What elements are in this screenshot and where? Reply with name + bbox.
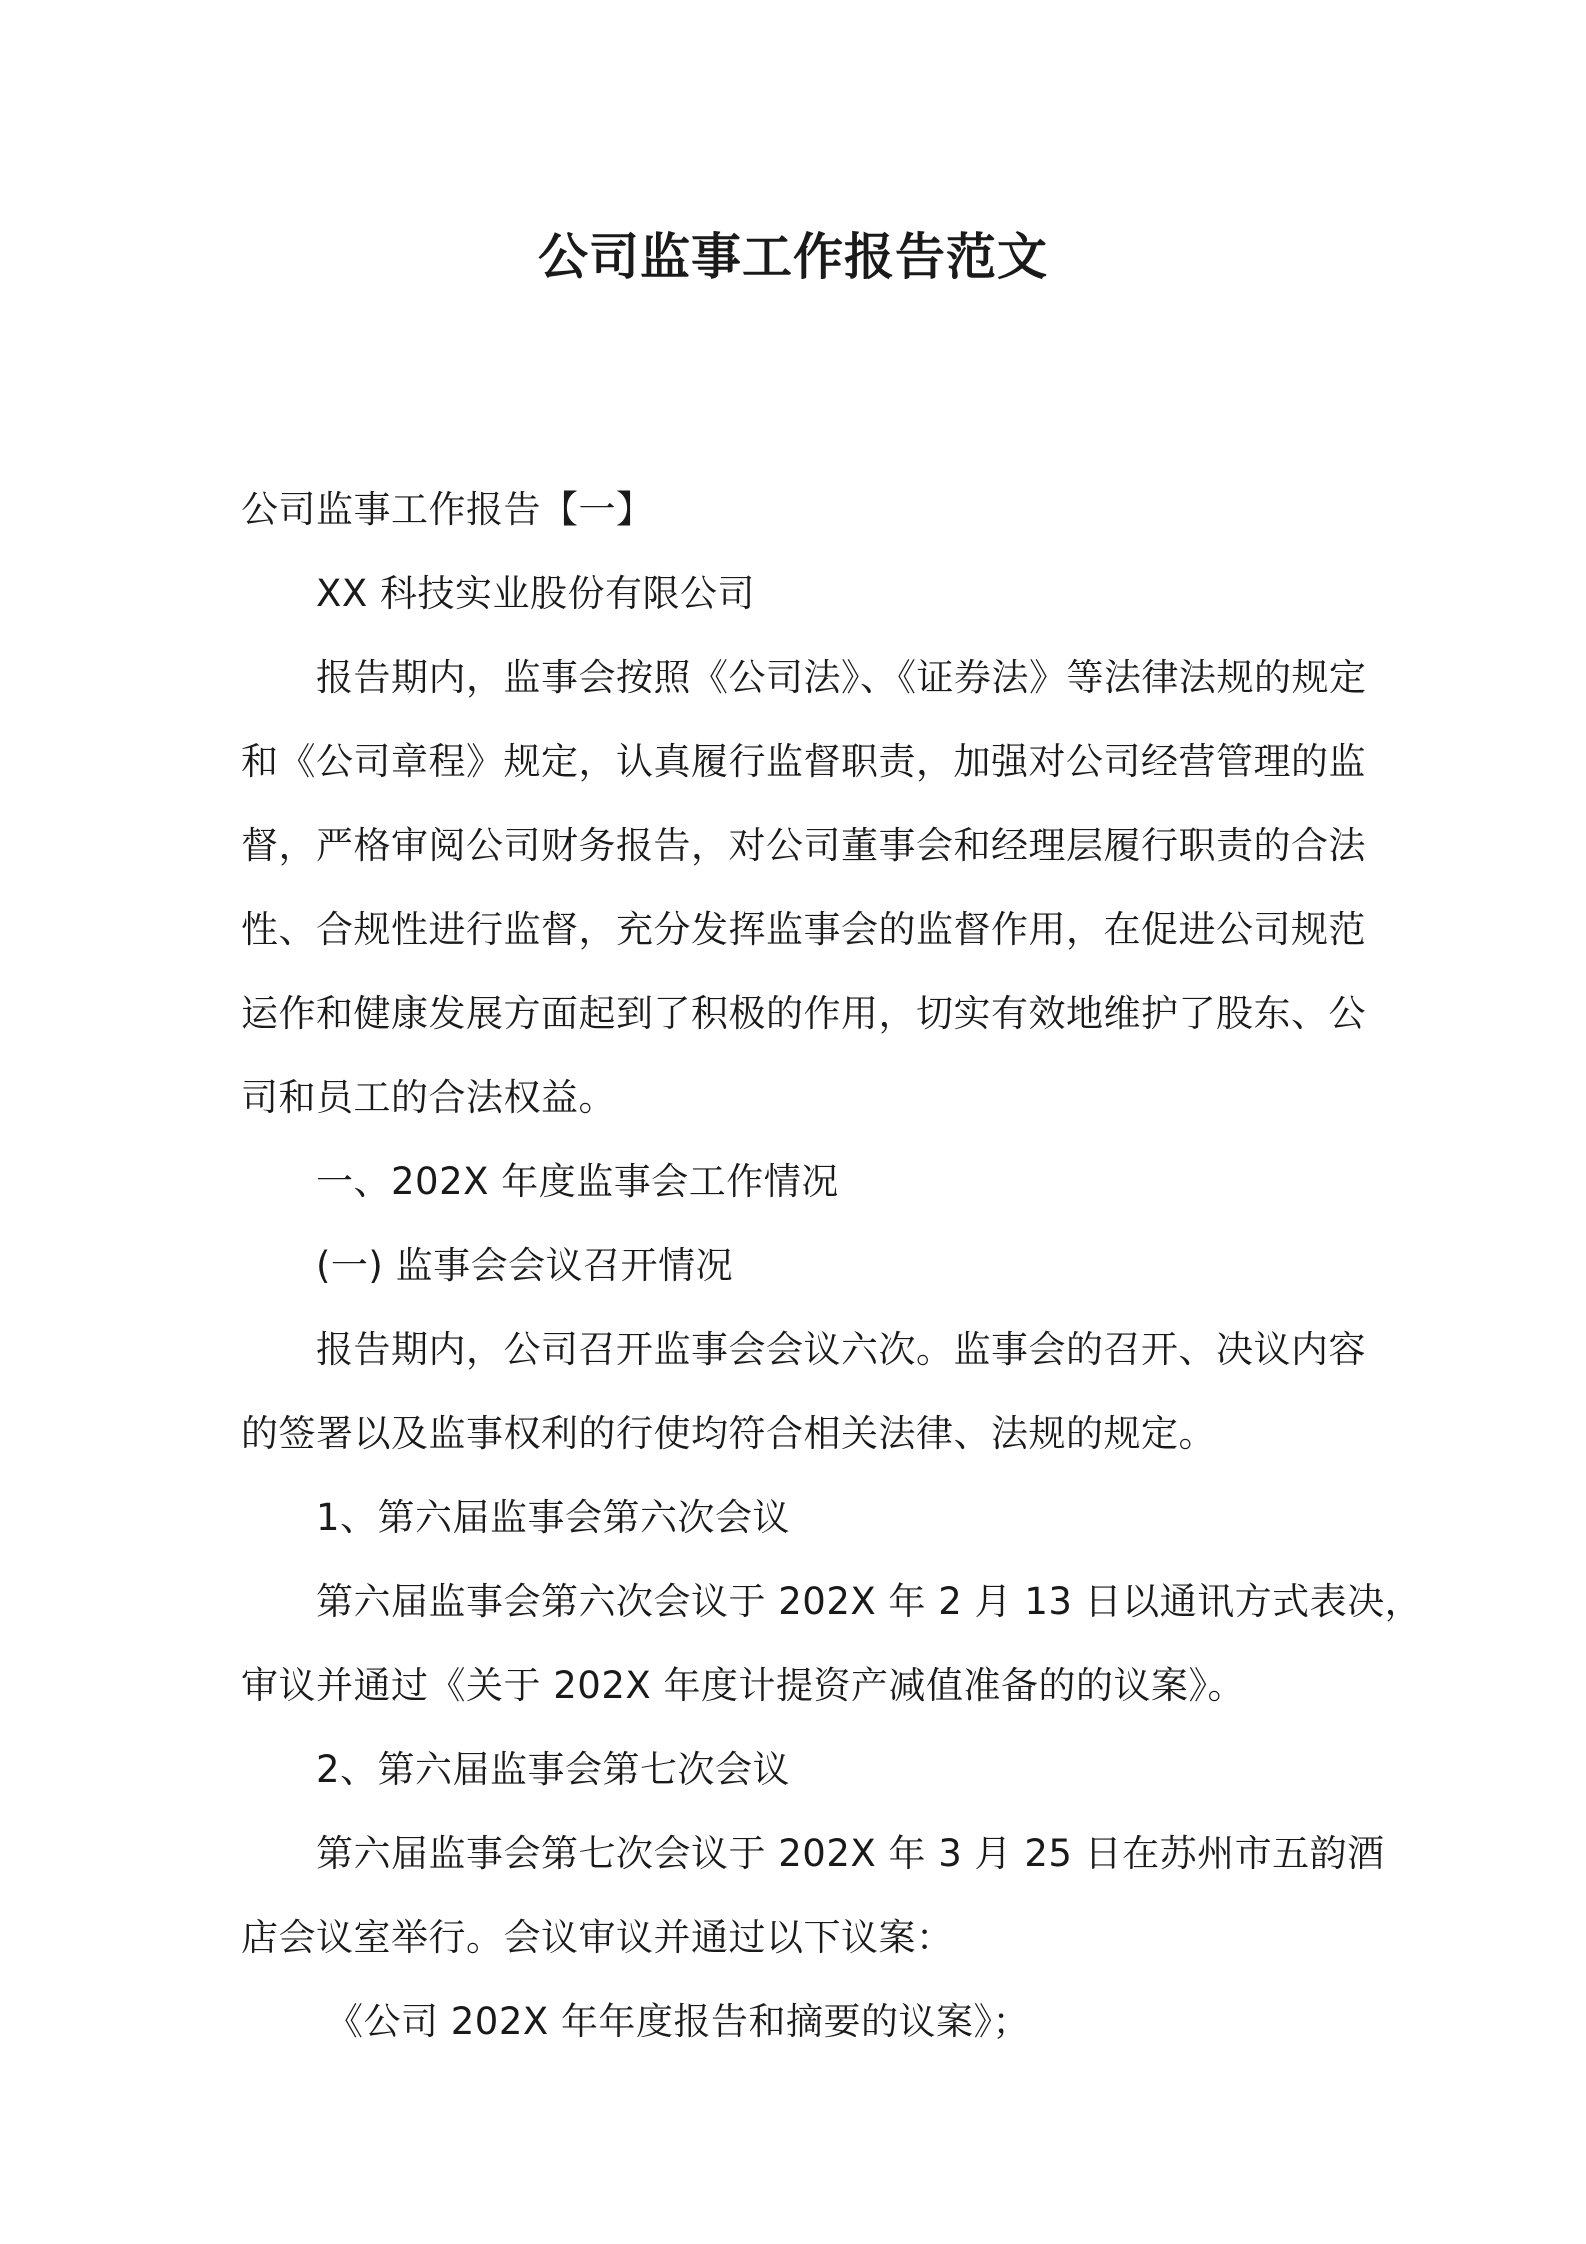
meeting-2-item: 《公司 202X 年年度报告和摘要的议案》； <box>326 2000 1030 2043</box>
section-heading: 公司监事工作报告【一】 <box>241 488 654 531</box>
document-title: 公司监事工作报告范文 <box>538 228 1048 286</box>
intro-line: 性、合规性进行监督，充分发挥监事会的监督作用，在促进公司规范 <box>241 908 1366 951</box>
meeting-2-line: 店会议室举行。会议审议并通过以下议案： <box>241 1916 954 1959</box>
intro-line: 运作和健康发展方面起到了积极的作用，切实有效地维护了股东、公 <box>241 992 1366 1035</box>
meetings-summary-line: 的签署以及监事权利的行使均符合相关法律、法规的规定。 <box>241 1412 1216 1455</box>
intro-line: 报告期内，监事会按照《公司法》、《证券法》等法律法规的规定 <box>316 656 1367 699</box>
meeting-2-heading: 2、第六届监事会第七次会议 <box>316 1748 791 1791</box>
company-name: XX 科技实业股份有限公司 <box>316 572 755 615</box>
intro-line: 督，严格审阅公司财务报告，对公司董事会和经理层履行职责的合法 <box>241 824 1366 867</box>
meeting-1-heading: 1、第六届监事会第六次会议 <box>316 1496 791 1539</box>
meetings-summary-line: 报告期内，公司召开监事会会议六次。监事会的召开、决议内容 <box>316 1328 1366 1371</box>
meeting-1-line: 审议并通过《关于 202X 年度计提资产减值准备的的议案》。 <box>241 1664 1245 1707</box>
intro-line: 和《公司章程》规定，认真履行监督职责，加强对公司经营管理的监 <box>241 740 1366 783</box>
heading-1-1: (一) 监事会会议召开情况 <box>316 1244 734 1287</box>
heading-1: 一、202X 年度监事会工作情况 <box>316 1160 839 1203</box>
intro-line: 司和员工的合法权益。 <box>241 1076 616 1119</box>
meeting-1-line: 第六届监事会第六次会议于 202X 年 2 月 13 日以通讯方式表决， <box>316 1580 1423 1623</box>
meeting-2-line: 第六届监事会第七次会议于 202X 年 3 月 25 日在苏州市五韵酒 <box>316 1832 1385 1875</box>
